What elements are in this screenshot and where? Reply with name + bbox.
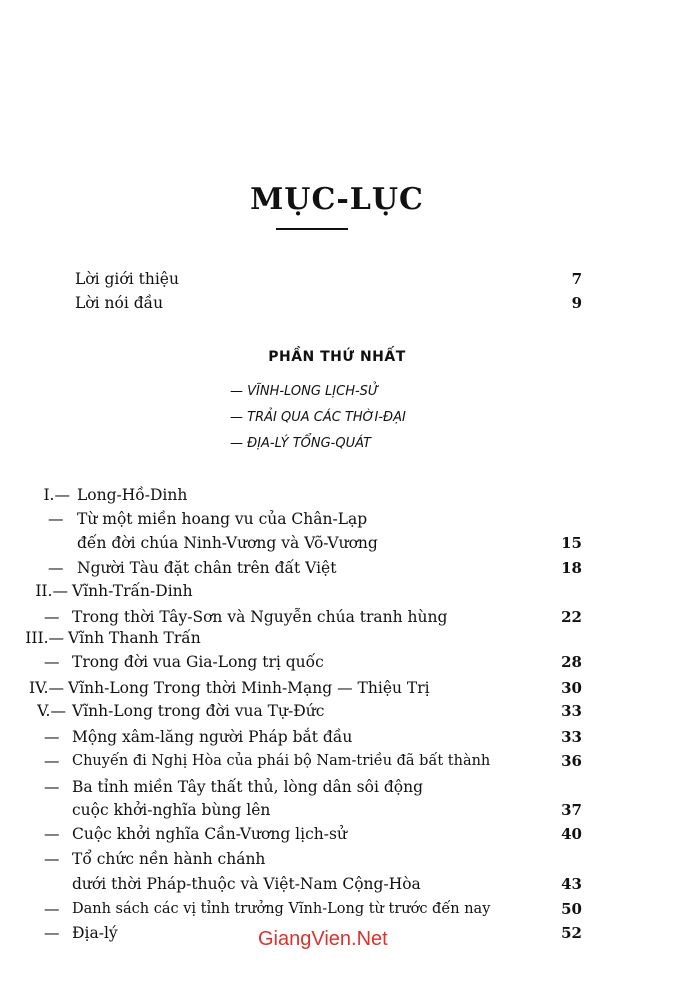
toc-entry-text: Lời nói đầu (75, 294, 164, 312)
toc-entry-text: Trong thời Tây-Sơn và Nguyễn chúa tranh hùng (72, 608, 448, 626)
watermark: GiangVien.Net (258, 928, 388, 950)
toc-entry (0, 873, 674, 895)
toc-entry-dash: — (44, 752, 60, 770)
toc-entry-dash: — (44, 778, 60, 796)
toc-entry-page: 7 (571, 270, 582, 288)
toc-entry (0, 557, 674, 579)
toc-entry-page: 43 (561, 875, 582, 893)
toc-entry-dash: — (44, 900, 60, 918)
toc-entry-text: Long-Hồ-Dinh (77, 486, 188, 504)
toc-entry-page: 22 (561, 608, 582, 626)
toc-entry-page: 9 (571, 294, 582, 312)
toc-entry (0, 580, 674, 602)
page-title: MỤC-LỤC (250, 182, 424, 217)
part-subtitle: — VĨNH-LONG LỊCH-SỬ (230, 384, 379, 399)
toc-entry (0, 848, 674, 870)
toc-entry-text: Người Tàu đặt chân trên đất Việt (77, 559, 337, 577)
toc-entry-page: 37 (561, 801, 582, 819)
toc-entry-text: Cuộc khởi nghĩa Cần-Vương lịch-sử (72, 825, 347, 843)
toc-entry-text: Ba tỉnh miền Tây thất thủ, lòng dân sôi động (72, 778, 423, 796)
toc-entry (0, 627, 674, 649)
toc-entry-text: Chuyến đi Nghị Hòa của phái bộ Nam-triều đã bất thành (72, 753, 491, 769)
toc-entry-dash: — (48, 559, 64, 577)
toc-entry (0, 268, 674, 290)
toc-entry-text: cuộc khởi-nghĩa bùng lên (72, 801, 271, 819)
title-underline (276, 228, 348, 230)
toc-entry-page: 52 (561, 924, 582, 942)
toc-entry-dash: — (48, 510, 64, 528)
toc-entry-number: I.— (43, 486, 70, 504)
toc-entry-text: Danh sách các vị tỉnh trưởng Vĩnh-Long từ trước đến nay (72, 901, 491, 917)
toc-entry-text: Vĩnh Thanh Trấn (68, 629, 201, 647)
toc-entry-text: Từ một miền hoang vu của Chân-Lạp (77, 510, 368, 528)
toc-entry-text: Trong đời vua Gia-Long trị quốc (72, 653, 324, 671)
toc-entry-dash: — (44, 608, 60, 626)
toc-entry-text: Tổ chức nền hành chánh (72, 850, 266, 868)
toc-entry-page: 30 (561, 679, 582, 697)
toc-entry-page: 36 (561, 752, 582, 770)
toc-entry (0, 484, 674, 506)
toc-entry (0, 606, 674, 628)
toc-entry-text: dưới thời Pháp-thuộc và Việt-Nam Cộng-Hòa (72, 875, 421, 893)
toc-entry (0, 651, 674, 673)
toc-entry (0, 776, 674, 798)
toc-entry-page: 33 (561, 702, 582, 720)
part-subtitle: — ĐỊA-LÝ TỔNG-QUÁT (230, 436, 371, 451)
toc-entry-page: 40 (561, 825, 582, 843)
toc-entry-text: Vĩnh-Long trong đời vua Tự-Đức (72, 702, 325, 720)
toc-entry (0, 677, 674, 699)
toc-entry (0, 700, 674, 722)
toc-entry (0, 532, 674, 554)
toc-entry-text: Mộng xâm-lăng người Pháp bắt đầu (72, 728, 353, 746)
toc-entry-text: Địa-lý (72, 924, 118, 942)
toc-entry-text: Vĩnh-Trấn-Dinh (72, 582, 193, 600)
toc-entry-text: Lời giới thiệu (75, 270, 179, 288)
toc-entry-page: 15 (561, 534, 582, 552)
toc-entry (0, 726, 674, 748)
toc-entry-number: II.— (35, 582, 68, 600)
toc-entry-number: III.— (25, 629, 64, 647)
toc-entry-dash: — (44, 850, 60, 868)
toc-entry-dash: — (44, 653, 60, 671)
toc-entry (0, 799, 674, 821)
toc-entry (0, 750, 674, 772)
toc-entry (0, 823, 674, 845)
toc-entry (0, 898, 674, 920)
toc-entry-page: 18 (561, 559, 582, 577)
toc-entry-number: IV.— (28, 679, 64, 697)
toc-entry-dash: — (44, 728, 60, 746)
toc-entry-text: Vĩnh-Long Trong thời Minh-Mạng — Thiệu Trị (68, 679, 430, 697)
part-title: PHẦN THỨ NHẤT (268, 349, 406, 365)
toc-entry (0, 292, 674, 314)
toc-entry-page: 33 (561, 728, 582, 746)
toc-entry-text: đến đời chúa Ninh-Vương và Võ-Vương (77, 534, 378, 552)
toc-entry-dash: — (44, 924, 60, 942)
toc-entry-page: 50 (561, 900, 582, 918)
toc-entry (0, 508, 674, 530)
toc-entry-dash: — (44, 825, 60, 843)
toc-entry-page: 28 (561, 653, 582, 671)
part-subtitle: — TRẢI QUA CÁC THỜI-ĐẠI (230, 410, 406, 425)
toc-entry-number: V.— (37, 702, 66, 720)
